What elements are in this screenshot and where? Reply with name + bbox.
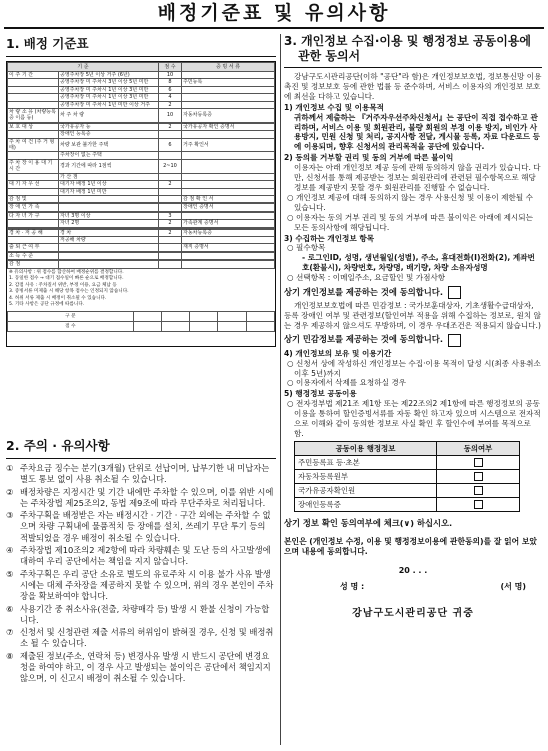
consent-checkbox[interactable]	[474, 500, 483, 509]
table-cell: 공영주차장 미 주차시 1년 미만 이상 거주	[59, 101, 159, 108]
table-cell	[59, 252, 159, 259]
table-cell	[159, 131, 182, 138]
table-cell: 주 차 장 이 용 대 기 시 간	[8, 159, 59, 173]
table-cell: 6	[159, 138, 182, 152]
table-cell	[159, 152, 182, 159]
table-row	[8, 79, 275, 86]
shared-info-item: 주민등록표 등·초본	[295, 455, 437, 469]
table-cell: 출 퇴 근 여 부	[8, 244, 59, 251]
left-column	[6, 34, 276, 684]
section1-title: 1. 배정 기준표	[6, 36, 89, 51]
shared-info-item: 국가유공자확인원	[295, 483, 437, 497]
table-row	[295, 469, 520, 483]
agree-sensitive-info	[284, 334, 542, 347]
table-row	[8, 229, 275, 236]
table-row	[8, 109, 275, 123]
s4-title: 4) 개인정보의 보유 및 이용기간	[284, 348, 392, 358]
caution-text: 신청서 및 신청관련 제출 서류의 허위임이 밝혀질 경우, 신청 및 배정취소 될 수 있습니다.	[20, 627, 274, 649]
page-title: 배정기준표 및 유의사항	[157, 2, 391, 24]
consent-body	[284, 72, 542, 439]
table-cell	[159, 244, 182, 251]
s4-bullet-1: ○ 신청서 상에 작성하신 개인정보는 수집·이용 목적이 달성 시(최종 사용취소이후 5년)까지	[287, 358, 541, 378]
table-cell: 장 애 인 가 족	[8, 204, 59, 211]
s2-title: 2) 동의를 거부할 권리 및 동의 거부에 따른 불이익	[284, 153, 454, 163]
table-cell: 대기자 배정 1년 미만	[59, 188, 159, 195]
table-row	[8, 101, 275, 108]
agree-sensitive-info-checkbox[interactable]	[448, 334, 461, 347]
table-cell: 주차장이 없는 주택	[59, 152, 159, 159]
table-row	[8, 252, 275, 259]
caution-item	[6, 545, 276, 568]
caution-item	[6, 569, 276, 603]
table-cell	[159, 173, 182, 180]
table-cell: 이 주 기 간	[8, 72, 59, 79]
table-cell	[161, 321, 189, 331]
final-statement: 본인은 (개인정보 수정, 이용 및 행정정보이용에 관한동의)를 잘 읽어 보았으며 내용에 동의합니다.	[284, 536, 537, 557]
table-cell: 감 점 확 인 서	[182, 195, 275, 202]
fee-criteria-box	[6, 61, 276, 347]
section3-title-line1: 3. 개인정보 수집·이용 및 행정정보 공동이용에	[284, 34, 532, 48]
s2-bullet-1: ○ 개인정보 제공에 대해 동의하지 않는 경우 사용신청 및 이용이 제한될 수 있습니다.	[287, 192, 533, 212]
shared-info-consent-cell	[437, 483, 520, 497]
table-row	[8, 212, 275, 219]
caution-number: ⑧	[6, 650, 14, 661]
table-cell	[190, 321, 218, 331]
caution-number: ③	[6, 510, 14, 521]
table-row	[295, 455, 520, 469]
table-cell	[182, 131, 275, 138]
table-cell: 구 분	[8, 311, 134, 321]
sensitive-info-paragraph: 개인정보보호법에 따른 민감정보 : 국가보훈대상자, 기초생활수급대상자, 등록 장애인 여부 및 관련정보(할인여부 적용을 위해 수집하는 정보로, 원치 않는 경우 제공하지 않으셔도 무방하며, 이 경우 우대조건은 적용되지 않습니다.)	[284, 301, 541, 330]
table-row	[8, 173, 275, 180]
caution-number: ④	[6, 545, 14, 556]
organization-name: 강남구도시관리공단 귀중	[352, 607, 474, 619]
shared-info-consent-cell	[437, 455, 520, 469]
s2-body: 이용자는 아래 개인정보 제공 등에 관해 동의하지 않을 권리가 있습니다. 다만, 신청서를 통해 제공받는 정보는 회원관리에 관련된 필수항목으로 해당 정보를 제공받지 못할 경우 회원관리를 진행할 수 없습니다.	[294, 163, 541, 192]
agree-sensitive-info-label: 상기 민감정보를 제공하는 것에 동의합니다.	[284, 334, 443, 345]
s3-title: 3) 수집하는 개인정보 항목	[284, 233, 375, 243]
table-row	[8, 131, 275, 138]
consent-checkbox[interactable]	[474, 472, 483, 481]
agree-personal-info-checkbox[interactable]	[448, 286, 461, 299]
table-row	[8, 181, 275, 188]
s2-bullet-2: ○ 이용자는 동의 거부 권리 및 동의 거부에 따른 불이익은 아래에 제시되는 모든 동의사항에 해당됩니다.	[287, 212, 533, 232]
table-cell: 장애인 등록증	[59, 131, 159, 138]
consent-checkbox[interactable]	[474, 486, 483, 495]
table-cell	[8, 173, 59, 180]
signature-line	[340, 581, 526, 592]
summary-mini-table	[7, 311, 275, 332]
table-cell	[159, 252, 182, 259]
table-cell: 자동차등록증	[182, 109, 275, 123]
table-cell	[159, 236, 182, 243]
section3-title-line2: 관한 동의서	[298, 49, 361, 63]
shared-info-table	[294, 441, 520, 512]
table-cell: 거주 확인서	[182, 138, 275, 152]
table-cell	[182, 94, 275, 101]
table-cell	[182, 159, 275, 173]
table-cell	[182, 86, 275, 93]
table-cell	[8, 86, 59, 93]
caution-text: 주차요금 징수는 분기(3개월) 단위로 선납이며, 납부기한 내 미납자는 별도 통보 없이 사용 취소될 수 있습니다.	[20, 463, 270, 485]
table-row	[8, 311, 275, 321]
table-cell: 대기자 배정 1년 이상	[59, 181, 159, 188]
date-line[interactable]: 20 . . .	[398, 565, 428, 575]
caution-item	[6, 651, 276, 685]
table-cell: 공영주차장 미 주차시 3년 이상 5년 미만	[59, 79, 159, 86]
table-cell: 차 량 소 유 (차량등록증 이름 등)	[8, 109, 59, 123]
shared-info-item: 자동차등록원부	[295, 469, 437, 483]
s5-title: 5) 행정정보 공동이용	[284, 389, 357, 399]
table-cell: 10	[159, 72, 182, 79]
table-cell: 다 자 녀 가 구	[8, 212, 59, 219]
table-cell	[59, 244, 159, 251]
shared-info-item: 장애인등록증	[295, 497, 437, 511]
table-cell	[8, 220, 59, 227]
caution-text: 주차구획을 배정받은 자는 배정시간 · 기간 · 구간 외에는 주차할 수 없으며 차량 구획내에 물품적치 등 장애를 설치, 쓰레기 무단 투기 등의 적발되었을 경우 배정이 취소될 수 있습니다.	[20, 510, 271, 543]
signature-label: 성 명 :	[340, 581, 365, 591]
table-cell	[182, 188, 275, 195]
s3-bullet-optional: ○ 선택항목 : 이메일주소, 요금할인 및 가점사항	[287, 273, 446, 283]
right-column	[284, 34, 542, 619]
section2-rule	[6, 458, 276, 459]
table-cell: 공영주차장 5년 이상 거주 (6년)	[59, 72, 159, 79]
table-row	[8, 86, 275, 93]
fee-note: 5. 기타 사항은 공단 규정에 따릅니다.	[9, 302, 85, 308]
caution-number: ①	[6, 463, 14, 473]
consent-intro: 강남구도시관리공단(이하 "공단"라 함)은 개인정보보호법, 정보통신망 이용촉진 및 정보보호 등에 관한 법률 등 준수하며, 서비스 이용자의 개인정보 보호에 최선을 다하고 있습니다.	[284, 72, 542, 101]
table-cell: 자녀 2명	[59, 220, 159, 227]
table-row	[8, 72, 275, 79]
table-cell: 감 점	[8, 261, 59, 268]
table-cell	[182, 252, 275, 259]
shared-info-consent-cell	[437, 497, 520, 511]
caution-number: ⑥	[6, 603, 14, 614]
caution-number: ②	[6, 486, 14, 497]
table-cell: 2	[159, 181, 182, 188]
table-row	[8, 236, 275, 243]
fee-note: 2. 감점 사유 : 주차질서 위반, 부정 이용, 요금 체납 등	[9, 282, 117, 288]
table-cell: 경과 기간에 따라 1점씩	[59, 159, 159, 173]
caution-text: 제출된 정보(주소, 연락처 등) 변경사유 발생 시 반드시 공단에 변경요청을 하여야 하고, 이 경우 사고 발생되는 불이익은 공단에서 책임지지 않으며, 이 신고시 배정이 취소될 수 있습니다.	[20, 650, 271, 684]
s3-required-items: - 로그인ID, 성명, 생년월일(성별), 주소, 휴대전화(I)전화(2), 계좌번호(환불시), 차량번호, 차량명, 배기량, 차량 소유자성명	[302, 253, 535, 273]
table-cell: 자녀 3명 이상	[59, 212, 159, 219]
table-cell	[8, 94, 59, 101]
table-cell	[159, 261, 182, 268]
table-cell	[182, 173, 275, 180]
table-cell	[133, 321, 161, 331]
table-cell: 4	[159, 94, 182, 101]
caution-text: 주차장법 제10조의2 제2항에 따라 차량훼손 및 도난 등의 사고발생에 대하여 우리 공단에서는 책임을 지지 않습니다.	[20, 545, 271, 567]
section2-title: 2. 주의 · 유의사항	[6, 438, 110, 453]
table-cell: 소 득 수 준	[8, 252, 59, 259]
signature-mark[interactable]: (서 명)	[500, 581, 526, 591]
table-cell: 가족관계 증명서	[182, 220, 275, 227]
table-cell: 8	[159, 79, 182, 86]
table-row	[8, 94, 275, 101]
table-row	[8, 261, 275, 268]
table-cell: 10	[159, 109, 182, 123]
table-cell	[246, 321, 274, 331]
table-cell	[8, 188, 59, 195]
caution-item	[6, 627, 276, 650]
cautions-list	[6, 463, 276, 685]
table-cell: 점 수	[8, 321, 134, 331]
table-header: 공동이용 행정정보	[295, 441, 437, 455]
table-cell: 차 주 차 량	[59, 109, 159, 123]
table-cell	[182, 101, 275, 108]
table-cell: 경 차 · 저 공 해	[8, 229, 59, 236]
s5-bullet-1: ○ 전자정부법 제21조 제1항 또는 제22조의2 제1항에 따른 행정정보의 공동이용을 통하여 할인증빙서류를 자동 확인 하고자 있으며 시스템으로 전자적으로 이해와 같이 동의한 정보로 사실 확인 후 할인수에 부여를 목적으로 함.	[287, 399, 541, 438]
table-cell	[218, 321, 246, 331]
fee-criteria-table	[7, 62, 275, 269]
table-row	[295, 497, 520, 511]
caution-number: ⑦	[6, 627, 14, 638]
table-cell: 자동차등록증	[182, 229, 275, 236]
table-cell: 가 산 점	[59, 173, 159, 180]
table-cell	[190, 311, 218, 321]
table-cell	[182, 72, 275, 79]
table-cell: 주 차 여 건 (주 거 형 태)	[8, 138, 59, 152]
table-header: 증 빙 서 류	[182, 63, 275, 72]
table-header: 동의여부	[437, 441, 520, 455]
table-cell: 감 점 및	[8, 195, 59, 202]
table-cell	[8, 152, 59, 159]
table-cell: 차량 보관 불가한 주택	[59, 138, 159, 152]
table-cell: 국가유공자 등	[59, 123, 159, 130]
table-cell: 재직 증명서	[182, 244, 275, 251]
table-cell	[59, 195, 159, 202]
s1-body: 귀하께서 제출하는 『거주자우선주차신청서』는 공단이 직접 접수하고 관리하며, 서비스 이용 및 회원관리, 불량 회원의 부정 이용 방지, 비인가 사용방지, 민원 신청 및 처리, 공지사항 전달, 게시물 등록, 자료 다운로드 등에 이용되며, 향후 신청서의 관리목적을 공단에 있습니다.	[294, 112, 541, 152]
table-cell	[8, 236, 59, 243]
table-cell: 대 기 자 우 선	[8, 181, 59, 188]
table-cell	[161, 311, 189, 321]
table-row	[8, 188, 275, 195]
table-cell: 주민등록	[182, 79, 275, 86]
table-cell	[159, 195, 182, 202]
table-row	[8, 195, 275, 202]
fee-note: 4. 허위 서류 제출 시 배정이 취소될 수 있습니다.	[9, 295, 107, 301]
fee-note: 3. 증빙서류 미제출 시 해당 항목 점수는 인정되지 않습니다.	[9, 289, 129, 295]
caution-item	[6, 463, 276, 486]
s3-bullet-required: ○ 필수항목	[287, 243, 326, 253]
table-cell: 2	[159, 123, 182, 130]
caution-text: 주차구획은 우리 공단 소유로 별도의 유료주차 시 이용 불가 사유 발생 시에는 대체 주차장을 제공하지 못할 수 있으며, 위의 경우 본인이 주차장을 확보하여야 합니다.	[20, 568, 274, 602]
title-rule	[4, 27, 544, 29]
table-row	[295, 483, 520, 497]
s1-title: 1) 개인정보 수집 및 이용목적	[284, 102, 385, 112]
table-cell	[8, 131, 59, 138]
table-cell	[182, 261, 275, 268]
table-cell: 2	[159, 220, 182, 227]
caution-item	[6, 510, 276, 544]
s4-bullet-2: ○ 이용자에서 삭제를 요청하실 경우	[287, 378, 406, 388]
section1-rule	[6, 56, 276, 57]
table-cell: 공영주차장 미 주차시 1년 이상 3년 미만	[59, 86, 159, 93]
shared-info-consent-cell	[437, 469, 520, 483]
table-header: 기 준	[8, 63, 159, 72]
consent-checkbox[interactable]	[474, 458, 483, 467]
table-cell	[246, 311, 274, 321]
table-cell	[182, 212, 275, 219]
table-row	[8, 159, 275, 173]
caution-text: 사용기간 중 취소사유(전출, 차량매각 등) 발생 시 환불 신청이 가능합니다.	[20, 603, 270, 625]
table-row	[8, 152, 275, 159]
table-cell	[159, 204, 182, 211]
table-row	[8, 220, 275, 227]
table-cell: 3	[159, 212, 182, 219]
agree-personal-info-label: 상기 개인정보를 제공하는 것에 동의합니다.	[284, 286, 443, 297]
table-cell: 저공해 차량	[59, 236, 159, 243]
table-cell: 경 차	[59, 229, 159, 236]
table-cell	[59, 204, 159, 211]
table-cell	[8, 101, 59, 108]
table-cell: 2~10	[159, 159, 182, 173]
table-row	[8, 204, 275, 211]
table-cell: 2	[159, 101, 182, 108]
section2	[6, 436, 276, 686]
agree-personal-info	[284, 286, 542, 299]
table-row	[8, 244, 275, 251]
caution-number: ⑤	[6, 568, 14, 579]
table-cell: 국가유공자 확인 증명서	[182, 123, 275, 130]
fee-note: ※ 유의사항 : 위 점수를 합산하여 배정순위를 결정합니다.	[9, 269, 124, 275]
section3-rule	[284, 67, 542, 68]
table-header: 점 수	[159, 63, 182, 72]
table-cell	[182, 152, 275, 159]
table-cell	[218, 311, 246, 321]
table-cell: 2	[159, 229, 182, 236]
table-cell	[133, 311, 161, 321]
table-cell: 6	[159, 86, 182, 93]
table-cell	[159, 188, 182, 195]
table-cell	[182, 236, 275, 243]
column-divider	[280, 34, 281, 745]
caution-item	[6, 604, 276, 627]
fee-note: 1. 동일한 점수 → 대기 접수일이 빠른 순으로 배정합니다.	[9, 276, 124, 282]
table-row	[8, 123, 275, 130]
caution-item	[6, 487, 276, 510]
table-cell	[182, 181, 275, 188]
table-row	[8, 321, 275, 331]
caution-text: 배정차량은 지정시간 및 기간 내에만 주차할 수 있으며, 이를 위반 시에는 주차장법 제25조의2, 동법 제9조에 따라 무단주차로 처리됩니다.	[20, 486, 274, 508]
table-cell: 장애인 증명서	[182, 204, 275, 211]
confirm-instruction: 상기 정보 확인 동의여부에 체크(∨) 하십시오.	[284, 517, 453, 528]
fee-notes	[7, 269, 275, 310]
table-cell	[59, 261, 159, 268]
table-row	[8, 138, 275, 152]
table-cell: 보 호 대 상	[8, 123, 59, 130]
table-cell	[8, 79, 59, 86]
table-cell: 공영주차장 미 주차시 1년 이상 3년 미만	[59, 94, 159, 101]
